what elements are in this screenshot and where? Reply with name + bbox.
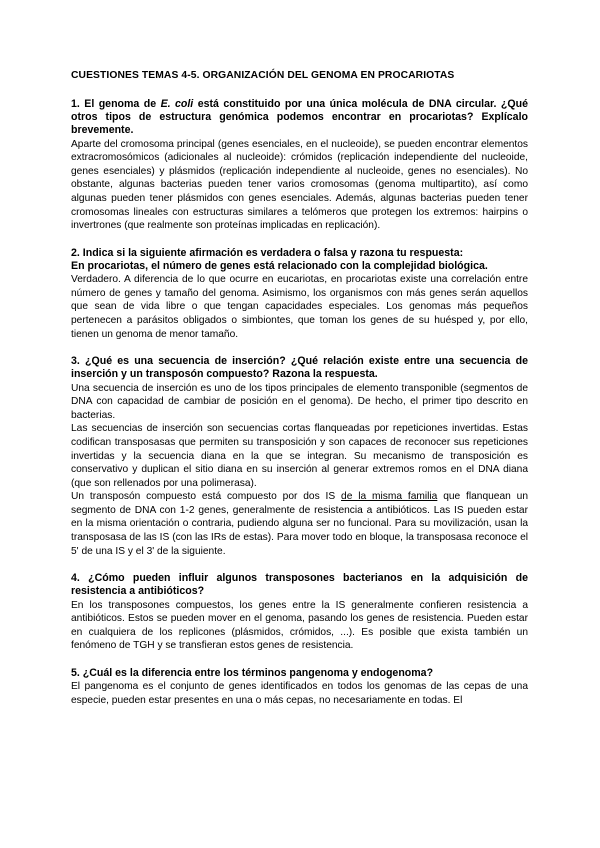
answer-3-paragraph-1: Una secuencia de inserción es uno de los tipos principales de elemento transponible (segmentos de DNA con capacidad de cambiar de posición en el genoma). De hecho, el primer tipo descrito en bacterias. (71, 382, 528, 421)
question-1 (71, 98, 528, 138)
answer-3-text-a: Un transposón compuesto está compuesto por dos IS (71, 491, 342, 503)
answer-4: En los transposones compuestos, los genes entre la IS generalmente confieren resistencia a antibióticos. Estos se pueden mover en el genoma, pasando los genes de resistencia. Pueden estar en cualquiera de los replicones (plásmidos, crómidos, ...). Es posible que exista también un fenómeno de TGH y se transfieran estos genes de resistencia. (71, 599, 528, 652)
document-title: CUESTIONES TEMAS 4-5. ORGANIZACIÓN DEL GENOMA EN PROCARIOTAS (71, 70, 455, 81)
question-4: 4. ¿Cómo pueden influir algunos transposones bacterianos en la adquisición de resistencia a antibióticos? (71, 572, 528, 598)
answer-3-paragraph-3 (71, 490, 528, 558)
answer-2: Verdadero. A diferencia de lo que ocurre en eucariotas, en procariotas existe una correlación entre número de genes y tamaño del genoma. Asimismo, los organismos con más genes serán aquellos que sean de vida libre o que tengan capacidades especiales. Los genomas más pequeños pertenecen a parásitos obligados o simbiontes, que toman los genes de su huésped y, por ello, tienen un genoma de menor tamaño. (71, 274, 528, 340)
question-5: 5. ¿Cuál es la diferencia entre los términos pangenoma y endogenoma? (71, 667, 434, 680)
answer-3-paragraph-2: Las secuencias de inserción son secuencias cortas flanqueadas por repeticiones invertidas. Estas codifican transposasas que permiten su transposición y son capaces de reconocer sus repeticiones invertidas y la secuencia diana en la que se integran. Su mecanismo de transposición es conservativo y duplican el sitio diana en su inserción al generar extremos romos en el DNA diana (que son rellenados por una polimerasa). (71, 423, 528, 489)
question-5-section (71, 667, 528, 707)
question-2-statement: En procariotas, el número de genes está relacionado con la complejidad biológica. (71, 259, 488, 272)
question-3: 3. ¿Qué es una secuencia de inserción? ¿Qué relación existe entre una secuencia de inserción y un transposón compuesto? Razona la respuesta. (71, 355, 528, 381)
question-2: 2. Indica si la siguiente afirmación es verdadera o falsa y razona tu respuesta: (71, 246, 464, 259)
answer-1: Aparte del cromosoma principal (genes esenciales, en el nucleoide), se pueden encontrar elementos extracromosómicos (adicionales al nucleoide): crómidos (replicación independiente del nucleoide, genes esenciales) y plásmidos (replicación independiente al nucleoide, genes no esenciales). No obstante, algunas bacterias pueden tener varios cromosomas (genoma multipartito), así como algunas pueden tener plásmidos con genes esenciales. Además, algunas bacterias pueden tener cromosomas lineales con estructuras similares a telómeros que protegen los extremos: hairpins o invertrones (que realmente son proteínas implicadas en replicación). (71, 138, 528, 232)
answer-3-underlined: de la misma familia (341, 491, 438, 503)
question-4-section (71, 572, 528, 653)
answer-3-text-b: que flanquean un segmento de DNA con 1-2 genes, generalmente de resistencia a antibióticos. Las IS pueden estar en la misma orientación o contraria, pudiendo alguna ser no funcional. Para su movilización, usan la transposasa de las IS (con las IRs de estas). Para mover todo en bloque, la transposasa reconoce el 5' de una IS y el 3' de la siguiente. (71, 491, 528, 557)
answer-5: El pangenoma es el conjunto de genes identificados en todos los genomas de las cepas de una especie, pueden estar presentes en una o más cepas, no necesariamente en todas. El (71, 681, 528, 706)
question-3-section (71, 355, 528, 558)
question-1-species: E. coli (160, 98, 194, 110)
question-1-section (71, 98, 528, 233)
question-1-text-b: está constituido por una única molécula de DNA circular. ¿Qué otros tipos de estructura genómica podemos encontrar en procariotas? Explícalo brevemente. (71, 98, 529, 137)
question-1-text-a: 1. El genoma de (71, 98, 161, 110)
question-2-section (71, 247, 528, 341)
